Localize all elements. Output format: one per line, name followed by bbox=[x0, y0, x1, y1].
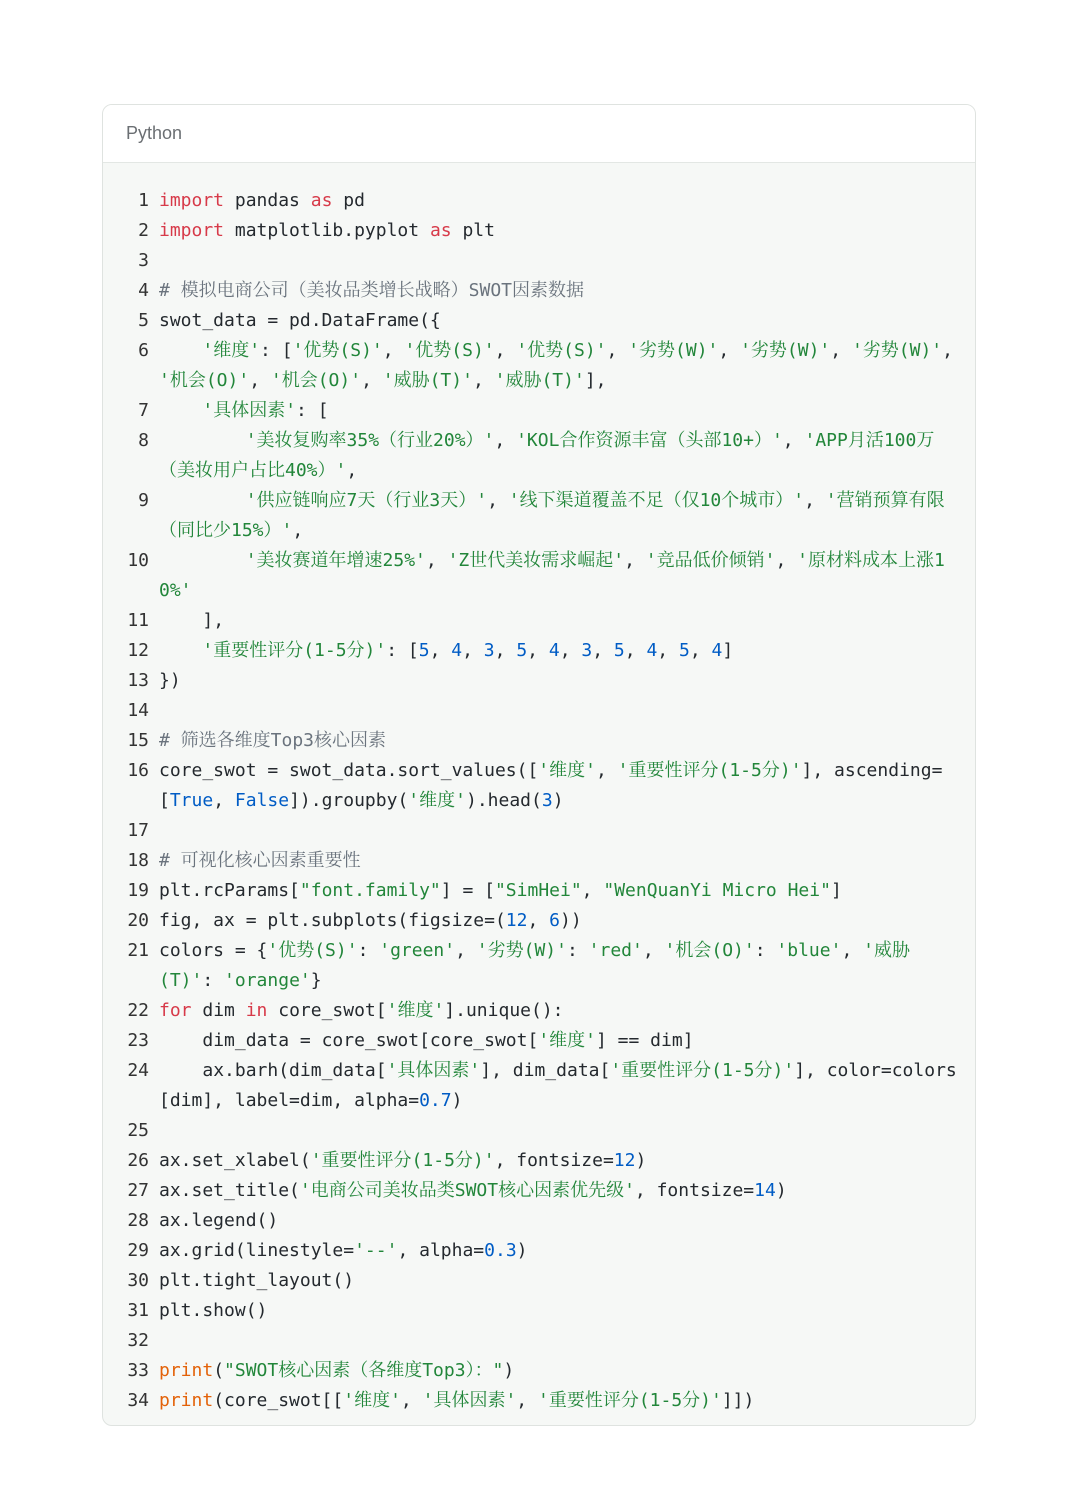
code-token: , bbox=[400, 1390, 423, 1411]
code-token: : [ bbox=[386, 640, 419, 661]
code-line bbox=[103, 1206, 975, 1236]
line-number: 3 bbox=[138, 250, 149, 271]
code-token: '原材料成本上涨10%' bbox=[159, 550, 945, 601]
code-token: , bbox=[642, 940, 665, 961]
code-token: ax.legend() bbox=[159, 1210, 279, 1231]
code-token: , bbox=[595, 760, 618, 781]
line-code bbox=[159, 816, 975, 846]
line-number: 26 bbox=[127, 1150, 149, 1171]
code-token: , bbox=[361, 370, 383, 391]
code-language-header bbox=[103, 105, 975, 163]
code-token: 'red' bbox=[588, 940, 643, 961]
code-token: "font.family" bbox=[299, 880, 441, 901]
code-line bbox=[103, 996, 975, 1026]
line-number: 23 bbox=[127, 1030, 149, 1051]
code-token: '劣势(W)' bbox=[476, 940, 567, 961]
code-token: ) bbox=[451, 1090, 463, 1111]
code-token: : bbox=[357, 940, 380, 961]
line-number: 15 bbox=[127, 730, 149, 751]
code-line bbox=[103, 336, 975, 396]
code-token: 'orange' bbox=[224, 970, 311, 991]
code-token: fig, ax = plt.subplots(figsize=( bbox=[159, 910, 506, 931]
code-token: '线下渠道覆盖不足（仅10个城市）' bbox=[508, 490, 805, 511]
line-code bbox=[159, 1176, 975, 1206]
code-token: "WenQuanYi Micro Hei" bbox=[603, 880, 831, 901]
line-number: 20 bbox=[127, 910, 149, 931]
line-number: 27 bbox=[127, 1180, 149, 1201]
code-token: , bbox=[382, 340, 405, 361]
code-token: '具体因素' bbox=[422, 1390, 517, 1411]
code-token: pd bbox=[332, 190, 365, 211]
code-token: '维度' bbox=[386, 1000, 445, 1021]
code-line bbox=[103, 1236, 975, 1266]
code-token: , bbox=[775, 550, 798, 571]
code-token: '机会(O)' bbox=[270, 370, 362, 391]
code-line bbox=[103, 1116, 975, 1146]
code-token: core_swot[ bbox=[267, 1000, 387, 1021]
code-line bbox=[103, 876, 975, 906]
line-number: 5 bbox=[138, 310, 149, 331]
line-number: 1 bbox=[138, 190, 149, 211]
line-code bbox=[159, 1326, 975, 1356]
code-line bbox=[103, 426, 975, 486]
code-token: , bbox=[494, 340, 517, 361]
line-code bbox=[159, 1146, 975, 1176]
line-number: 31 bbox=[127, 1300, 149, 1321]
code-token: , bbox=[657, 640, 679, 661]
code-token: ) bbox=[516, 1240, 528, 1261]
line-code bbox=[159, 636, 975, 666]
line-code bbox=[159, 1266, 975, 1296]
code-token: '优势(S)' bbox=[404, 340, 495, 361]
code-token: "SimHei" bbox=[494, 880, 582, 901]
code-token: , bbox=[559, 640, 582, 661]
line-number: 29 bbox=[127, 1240, 149, 1261]
line-code bbox=[159, 996, 975, 1026]
code-token bbox=[159, 400, 202, 421]
line-code bbox=[159, 336, 975, 396]
code-token: '优势(S)' bbox=[516, 340, 607, 361]
code-line bbox=[103, 846, 975, 876]
code-token: , bbox=[841, 940, 864, 961]
code-token: '劣势(W)' bbox=[628, 340, 719, 361]
code-token: ) bbox=[503, 1360, 515, 1381]
line-code bbox=[159, 1116, 975, 1146]
code-token: 6 bbox=[549, 910, 560, 931]
line-number: 6 bbox=[138, 340, 149, 361]
code-token: print bbox=[159, 1360, 214, 1381]
code-token: , fontsize= bbox=[634, 1180, 755, 1201]
code-token: 4 bbox=[451, 640, 463, 661]
line-number: 10 bbox=[127, 550, 149, 571]
code-token: ax.set_title( bbox=[159, 1180, 300, 1201]
code-token: '竞品低价倾销' bbox=[645, 550, 776, 571]
code-token: , bbox=[516, 1390, 538, 1411]
code-token: 4 bbox=[548, 640, 560, 661]
code-line bbox=[103, 276, 975, 306]
line-number: 12 bbox=[127, 640, 149, 661]
line-code bbox=[159, 666, 975, 696]
code-line bbox=[103, 906, 975, 936]
code-line bbox=[103, 186, 975, 216]
line-code bbox=[159, 186, 975, 216]
code-token: 4 bbox=[711, 640, 723, 661]
code-token: False bbox=[234, 790, 290, 811]
code-token: , alpha= bbox=[397, 1240, 485, 1261]
code-token: 0.3 bbox=[484, 1240, 517, 1261]
code-line bbox=[103, 726, 975, 756]
code-token: ax.barh(dim_data[ bbox=[159, 1060, 387, 1081]
line-number: 34 bbox=[127, 1390, 149, 1411]
line-code bbox=[159, 1296, 975, 1326]
code-token: for bbox=[159, 1000, 192, 1021]
code-token: '电商公司美妆品类SWOT核心因素优先级' bbox=[299, 1180, 635, 1201]
code-token: , bbox=[606, 340, 629, 361]
code-token: : [ bbox=[296, 400, 329, 421]
code-token: ] bbox=[722, 640, 734, 661]
code-token: 'green' bbox=[379, 940, 456, 961]
code-token: , fontsize= bbox=[494, 1150, 614, 1171]
code-token: 3 bbox=[581, 640, 593, 661]
code-token: '维度' bbox=[538, 1030, 596, 1051]
code-token: 3 bbox=[541, 790, 553, 811]
code-token: '劣势(W)' bbox=[851, 340, 943, 361]
code-token: '维度' bbox=[538, 760, 596, 781]
line-number: 16 bbox=[127, 760, 149, 781]
code-token: , bbox=[718, 340, 741, 361]
code-token: , bbox=[494, 430, 517, 451]
code-token: 'APP月活100万（美妆用户占比40%）' bbox=[159, 430, 935, 481]
code-token: 'Z世代美妆需求崛起' bbox=[447, 550, 625, 571]
code-token: (core_swot[[ bbox=[213, 1390, 344, 1411]
code-token: '营销预算有限（同比少15%）' bbox=[159, 490, 945, 541]
line-code bbox=[159, 606, 975, 636]
code-line bbox=[103, 1026, 975, 1056]
code-token: '机会(O)' bbox=[159, 370, 250, 391]
line-number: 17 bbox=[127, 820, 149, 841]
code-token: '美妆赛道年增速25%' bbox=[245, 550, 426, 571]
code-content[interactable] bbox=[103, 186, 975, 1416]
code-line bbox=[103, 306, 975, 336]
code-token bbox=[159, 430, 246, 451]
code-line bbox=[103, 936, 975, 996]
code-token: ax.grid(linestyle= bbox=[159, 1240, 355, 1261]
line-code bbox=[159, 726, 975, 756]
code-token: '重要性评分(1-5分)' bbox=[617, 760, 802, 781]
code-line bbox=[103, 1266, 975, 1296]
line-code bbox=[159, 1026, 975, 1056]
code-token: ], bbox=[159, 610, 225, 631]
code-token: '--' bbox=[354, 1240, 398, 1261]
code-token: '威胁(T)' bbox=[494, 370, 585, 391]
code-line bbox=[103, 1386, 975, 1416]
code-line bbox=[103, 636, 975, 666]
code-line bbox=[103, 1146, 975, 1176]
code-token: ) bbox=[552, 790, 564, 811]
code-token: , bbox=[346, 460, 358, 481]
code-token: swot_data = pd.DataFrame({ bbox=[159, 310, 441, 331]
code-token: ) bbox=[775, 1180, 787, 1201]
line-number: 13 bbox=[127, 670, 149, 691]
code-token: , bbox=[292, 520, 304, 541]
code-token: 12 bbox=[505, 910, 528, 931]
code-token: plt.show() bbox=[159, 1300, 268, 1321]
code-token: core_swot = swot_data.sort_values([ bbox=[159, 760, 539, 781]
code-token: , bbox=[487, 490, 509, 511]
code-token: , bbox=[581, 880, 604, 901]
line-number: 33 bbox=[127, 1360, 149, 1381]
code-token: : bbox=[566, 940, 589, 961]
code-token: # 筛选各维度Top3核心因素 bbox=[159, 730, 387, 751]
code-token: , bbox=[455, 940, 477, 961]
code-token: : bbox=[754, 940, 777, 961]
code-token: , bbox=[425, 550, 448, 571]
line-number: 21 bbox=[127, 940, 149, 961]
code-token: , bbox=[527, 640, 549, 661]
code-token: : bbox=[202, 970, 225, 991]
code-line bbox=[103, 756, 975, 816]
code-token: # 模拟电商公司（美妆品类增长战略）SWOT因素数据 bbox=[159, 280, 585, 301]
code-token: }) bbox=[159, 670, 181, 691]
line-code bbox=[159, 1206, 975, 1236]
code-token: 3 bbox=[483, 640, 495, 661]
line-code bbox=[159, 1386, 975, 1416]
line-code bbox=[159, 936, 975, 996]
code-token: print bbox=[159, 1390, 214, 1411]
line-number: 32 bbox=[127, 1330, 149, 1351]
code-token: , bbox=[592, 640, 614, 661]
code-token: ].unique(): bbox=[444, 1000, 564, 1021]
line-number: 11 bbox=[127, 610, 149, 631]
code-token: '重要性评分(1-5分)' bbox=[202, 640, 387, 661]
code-token: # 可视化核心因素重要性 bbox=[159, 850, 361, 871]
code-line bbox=[103, 666, 975, 696]
code-token: '重要性评分(1-5分)' bbox=[310, 1150, 495, 1171]
code-token: '维度' bbox=[343, 1390, 401, 1411]
line-code bbox=[159, 756, 975, 816]
code-token: 14 bbox=[754, 1180, 776, 1201]
code-token: , bbox=[782, 430, 805, 451]
code-line bbox=[103, 816, 975, 846]
code-token: dim bbox=[191, 1000, 246, 1021]
code-token: '威胁(T)' bbox=[382, 370, 473, 391]
code-token: '劣势(W)' bbox=[740, 340, 831, 361]
code-token bbox=[159, 550, 246, 571]
code-token: : [ bbox=[260, 340, 293, 361]
line-number: 7 bbox=[138, 400, 149, 421]
code-token: "SWOT核心因素（各维度Top3）：" bbox=[224, 1360, 504, 1381]
line-number: 22 bbox=[127, 1000, 149, 1021]
line-number: 19 bbox=[127, 880, 149, 901]
line-code bbox=[159, 906, 975, 936]
code-token: import bbox=[159, 220, 225, 241]
code-token: , bbox=[624, 550, 646, 571]
code-token: , bbox=[213, 790, 235, 811]
line-code bbox=[159, 246, 975, 276]
code-token: ( bbox=[213, 1360, 225, 1381]
code-token: ], color=colors[dim], label=dim, alpha= bbox=[159, 1060, 957, 1111]
line-number: 30 bbox=[127, 1270, 149, 1291]
code-line bbox=[103, 696, 975, 726]
code-token: ]).groupby( bbox=[289, 790, 409, 811]
code-line bbox=[103, 216, 975, 246]
line-code bbox=[159, 396, 975, 426]
code-block bbox=[102, 104, 976, 1426]
code-token: 5 bbox=[613, 640, 625, 661]
line-code bbox=[159, 276, 975, 306]
code-token: ], bbox=[584, 370, 607, 391]
code-token: , bbox=[429, 640, 452, 661]
line-code bbox=[159, 216, 975, 246]
code-token: as bbox=[429, 220, 452, 241]
line-number: 14 bbox=[127, 700, 149, 721]
line-code bbox=[159, 1236, 975, 1266]
line-code bbox=[159, 696, 975, 726]
code-token: 4 bbox=[646, 640, 658, 661]
code-token: } bbox=[310, 970, 322, 991]
code-token: , bbox=[462, 640, 484, 661]
code-line bbox=[103, 1296, 975, 1326]
code-token: , bbox=[249, 370, 271, 391]
code-line bbox=[103, 1056, 975, 1116]
code-token: ], ascending=[ bbox=[159, 760, 943, 811]
code-token: ) bbox=[635, 1150, 647, 1171]
code-token: ax.set_xlabel( bbox=[159, 1150, 311, 1171]
code-token: , bbox=[830, 340, 852, 361]
code-token: matplotlib.pyplot bbox=[224, 220, 430, 241]
code-token: '重要性评分(1-5分)' bbox=[610, 1060, 795, 1081]
line-code bbox=[159, 426, 975, 486]
line-number: 9 bbox=[138, 490, 149, 511]
code-token: , bbox=[494, 640, 517, 661]
code-token: 5 bbox=[516, 640, 528, 661]
code-line bbox=[103, 1176, 975, 1206]
code-token: in bbox=[245, 1000, 268, 1021]
code-token: dim_data = core_swot[core_swot[ bbox=[159, 1030, 539, 1051]
code-token: '具体因素' bbox=[202, 400, 297, 421]
code-token: , bbox=[689, 640, 712, 661]
code-token: '维度' bbox=[408, 790, 466, 811]
code-token: plt bbox=[451, 220, 495, 241]
language-label: Python bbox=[126, 123, 183, 143]
line-code bbox=[159, 486, 975, 546]
code-token: '优势(S)' bbox=[292, 340, 383, 361]
code-token: ] = [ bbox=[440, 880, 495, 901]
line-code bbox=[159, 846, 975, 876]
code-token: ]]) bbox=[721, 1390, 755, 1411]
line-number: 18 bbox=[127, 850, 149, 871]
code-line bbox=[103, 1326, 975, 1356]
code-token bbox=[159, 640, 202, 661]
code-token: '具体因素' bbox=[386, 1060, 481, 1081]
code-token: pandas bbox=[224, 190, 311, 211]
code-token: , bbox=[472, 370, 495, 391]
code-line bbox=[103, 396, 975, 426]
code-token: 'blue' bbox=[776, 940, 842, 961]
code-token: '机会(O)' bbox=[664, 940, 755, 961]
code-line bbox=[103, 606, 975, 636]
code-token: ] == dim] bbox=[596, 1030, 694, 1051]
code-line bbox=[103, 546, 975, 606]
code-token: ], dim_data[ bbox=[480, 1060, 611, 1081]
code-token: 5 bbox=[418, 640, 430, 661]
code-token: colors = { bbox=[159, 940, 268, 961]
line-code bbox=[159, 876, 975, 906]
code-token: True bbox=[169, 790, 214, 811]
line-number: 25 bbox=[127, 1120, 149, 1141]
line-code bbox=[159, 1056, 975, 1116]
code-token: , bbox=[624, 640, 647, 661]
code-token bbox=[159, 340, 202, 361]
code-token: , bbox=[804, 490, 826, 511]
line-code bbox=[159, 546, 975, 606]
line-number: 24 bbox=[127, 1060, 149, 1081]
code-token: 5 bbox=[678, 640, 690, 661]
code-token: , bbox=[527, 910, 550, 931]
code-token: as bbox=[310, 190, 333, 211]
code-token: plt.tight_layout() bbox=[159, 1270, 355, 1291]
code-line bbox=[103, 486, 975, 546]
code-token: '供应链响应7天（行业3天）' bbox=[245, 490, 488, 511]
code-token: '维度' bbox=[202, 340, 261, 361]
code-token: 'KOL合作资源丰富（头部10+）' bbox=[516, 430, 783, 451]
code-token: 12 bbox=[613, 1150, 636, 1171]
code-token: 0.7 bbox=[419, 1090, 452, 1111]
code-token: ).head( bbox=[465, 790, 542, 811]
code-token: import bbox=[159, 190, 225, 211]
code-token bbox=[159, 490, 246, 511]
line-number: 2 bbox=[138, 220, 149, 241]
line-number: 28 bbox=[127, 1210, 149, 1231]
code-line bbox=[103, 1356, 975, 1386]
code-token: )) bbox=[560, 910, 582, 931]
code-token: '优势(S)' bbox=[267, 940, 358, 961]
line-number: 8 bbox=[138, 430, 149, 451]
code-token: ] bbox=[830, 880, 842, 901]
code-token: '重要性评分(1-5分)' bbox=[537, 1390, 722, 1411]
code-token: , bbox=[942, 340, 964, 361]
code-token: '威胁(T)' bbox=[159, 940, 910, 991]
line-code bbox=[159, 306, 975, 336]
line-number: 4 bbox=[138, 280, 149, 301]
line-code bbox=[159, 1356, 975, 1386]
code-token: '美妆复购率35%（行业20%）' bbox=[245, 430, 495, 451]
code-token: plt.rcParams[ bbox=[159, 880, 300, 901]
code-line bbox=[103, 246, 975, 276]
